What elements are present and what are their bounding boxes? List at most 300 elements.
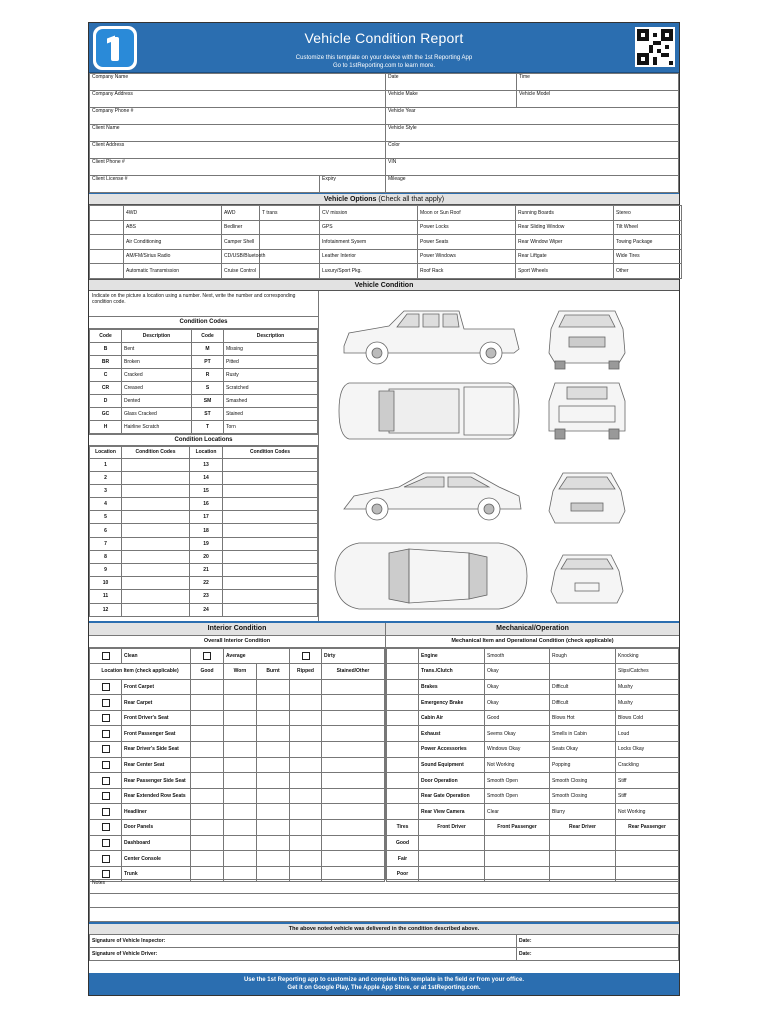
condition-locations-title: Condition Locations: [89, 434, 318, 446]
mechanical-option[interactable]: Stiff: [616, 773, 679, 789]
location-number: 20: [190, 550, 223, 563]
vehicle-option[interactable]: Bedliner: [222, 220, 260, 235]
interior-item-checkbox[interactable]: [90, 851, 122, 867]
mechanical-row: [387, 679, 679, 695]
mechanical-option[interactable]: Windows Okay: [485, 742, 550, 758]
interior-condition-cell[interactable]: [191, 742, 224, 758]
interior-condition-cell[interactable]: [322, 773, 385, 789]
condition-code: BR: [90, 355, 122, 368]
mechanical-option[interactable]: Blurry: [550, 804, 616, 820]
vehicle-option[interactable]: Other: [614, 264, 682, 279]
vehicle-option[interactable]: Sport Wheels: [516, 264, 614, 279]
mechanical-option[interactable]: Crackling: [616, 757, 679, 773]
interior-condition-cell[interactable]: [290, 835, 322, 851]
location-row: [90, 590, 318, 603]
interior-item-row: [90, 695, 385, 711]
interior-condition-cell[interactable]: [290, 726, 322, 742]
interior-condition-cell[interactable]: [322, 710, 385, 726]
vehicle-model-field[interactable]: Vehicle Model: [517, 91, 679, 108]
mechanical-option[interactable]: Locks Okay: [616, 742, 679, 758]
interior-condition-cell[interactable]: [224, 788, 257, 804]
interior-condition-cell[interactable]: [257, 866, 290, 882]
interior-condition-cell[interactable]: [322, 804, 385, 820]
color-field[interactable]: Color: [386, 142, 679, 159]
location-number: 22: [190, 577, 223, 590]
vehicle-option[interactable]: CV mission: [320, 206, 418, 221]
interior-condition-cell[interactable]: [290, 851, 322, 867]
mechanical-row: [387, 742, 679, 758]
interior-item-row: [90, 835, 385, 851]
vehicle-option[interactable]: [260, 235, 320, 250]
average-checkbox[interactable]: [191, 648, 224, 664]
interior-item-row: [90, 804, 385, 820]
sedan-front-view: [549, 473, 625, 523]
tire-position-header: Rear Passenger: [616, 820, 679, 836]
interior-condition-cell[interactable]: [224, 679, 257, 695]
location-number: 3: [90, 484, 122, 497]
interior-condition-cell[interactable]: [257, 679, 290, 695]
interior-condition-cell[interactable]: [191, 820, 224, 836]
interior-condition-cell[interactable]: [191, 866, 224, 882]
driver-date-field[interactable]: Date:: [517, 947, 679, 960]
qr-code-icon: [635, 27, 675, 67]
vehicle-option[interactable]: AM/FM/Sirius Radio: [124, 249, 222, 264]
location-codes-field[interactable]: [122, 484, 190, 497]
interior-item-checkbox[interactable]: [90, 835, 122, 851]
notes-field[interactable]: Notes: [90, 879, 679, 893]
interior-condition-cell[interactable]: [290, 710, 322, 726]
location-row: [90, 524, 318, 537]
condition-code: T: [192, 420, 224, 433]
condition-description: Torn: [224, 420, 318, 433]
condition-description: Rusty: [224, 368, 318, 381]
condition-description: Glass Cracked: [122, 407, 192, 420]
condition-code: GC: [90, 407, 122, 420]
mechanical-item: Emergency Brake: [419, 695, 485, 711]
interior-condition-cell[interactable]: [224, 773, 257, 789]
vehicle-diagram-area[interactable]: [319, 291, 679, 621]
mechanical-option[interactable]: Stiff: [616, 788, 679, 804]
condition-code-row: [90, 394, 318, 407]
interior-condition-cell[interactable]: [257, 820, 290, 836]
good-header: Good: [191, 664, 224, 680]
vehicle-option[interactable]: AWD: [222, 206, 260, 221]
interior-item-checkbox[interactable]: [90, 710, 122, 726]
interior-condition-cell[interactable]: [322, 679, 385, 695]
mechanical-option[interactable]: Okay: [485, 664, 550, 680]
interior-condition-cell[interactable]: [224, 742, 257, 758]
tire-condition-cell[interactable]: [419, 851, 485, 867]
location-row: [90, 564, 318, 577]
location-codes-field[interactable]: [122, 577, 190, 590]
tire-position-header: Front Passenger: [485, 820, 550, 836]
interior-condition-cell[interactable]: [257, 695, 290, 711]
tire-condition-cell[interactable]: [550, 851, 616, 867]
pickup-side-view: [344, 311, 519, 364]
interior-condition-cell[interactable]: [257, 788, 290, 804]
interior-condition-cell[interactable]: [290, 742, 322, 758]
condition-code: H: [90, 420, 122, 433]
condition-description: Broken: [122, 355, 192, 368]
location-codes-field[interactable]: [122, 471, 190, 484]
mechanical-row: [387, 710, 679, 726]
tire-condition-cell[interactable]: [419, 866, 485, 882]
interior-item-checkbox[interactable]: [90, 726, 122, 742]
location-codes-field[interactable]: [122, 537, 190, 550]
location-row: [90, 458, 318, 471]
mechanical-item: Trans./Clutch: [419, 664, 485, 680]
interior-condition-cell[interactable]: [191, 726, 224, 742]
interior-condition-cell[interactable]: [224, 851, 257, 867]
condition-description: Pitted: [224, 355, 318, 368]
interior-condition-cell[interactable]: [191, 788, 224, 804]
option-spacer: [90, 206, 124, 221]
location-row: [90, 577, 318, 590]
vehicle-option[interactable]: Rear Liftgate: [516, 249, 614, 264]
mechanical-option[interactable]: [550, 664, 616, 680]
location-number: 15: [190, 484, 223, 497]
mechanical-option[interactable]: Not Working: [485, 757, 550, 773]
interior-condition-cell[interactable]: [290, 695, 322, 711]
vehicle-option[interactable]: Running Boards: [516, 206, 614, 221]
location-codes-field[interactable]: [122, 524, 190, 537]
interior-condition-cell[interactable]: [191, 695, 224, 711]
interior-condition-cell[interactable]: [224, 820, 257, 836]
interior-condition-cell[interactable]: [191, 679, 224, 695]
vehicle-option[interactable]: Roof Rack: [418, 264, 516, 279]
vehicle-option[interactable]: Leather Interior: [320, 249, 418, 264]
vehicle-option[interactable]: Stereo: [614, 206, 682, 221]
location-codes-field[interactable]: [223, 537, 318, 550]
location-codes-field[interactable]: [223, 511, 318, 524]
mechanical-item: Door Operation: [419, 773, 485, 789]
location-codes-field[interactable]: [122, 511, 190, 524]
description-header: Description: [122, 329, 192, 342]
interior-item-row: [90, 679, 385, 695]
interior-item-checkbox[interactable]: [90, 742, 122, 758]
mechanical-row: [387, 788, 679, 804]
mechanical-option[interactable]: Blows Cold: [616, 710, 679, 726]
mechanical-item: Sound Equipment: [419, 757, 485, 773]
mechanical-option[interactable]: Smooth: [485, 648, 550, 664]
interior-condition-cell[interactable]: [224, 804, 257, 820]
condition-code: PT: [192, 355, 224, 368]
tire-condition-cell[interactable]: [616, 851, 679, 867]
location-codes-field[interactable]: [223, 471, 318, 484]
interior-condition-cell[interactable]: [290, 866, 322, 882]
interior-condition-cell[interactable]: [191, 757, 224, 773]
interior-condition-cell[interactable]: [322, 820, 385, 836]
tire-condition-cell[interactable]: [485, 835, 550, 851]
interior-condition-cell[interactable]: [257, 710, 290, 726]
condition-code: ST: [192, 407, 224, 420]
interior-condition-cell[interactable]: [224, 695, 257, 711]
interior-condition-cell[interactable]: [191, 835, 224, 851]
condition-codes-title: Condition Codes: [89, 317, 318, 329]
mechanical-option[interactable]: Mushy: [616, 679, 679, 695]
vehicle-style-field[interactable]: Vehicle Style: [386, 125, 679, 142]
interior-item-checkbox[interactable]: [90, 773, 122, 789]
mechanical-option[interactable]: Good: [485, 710, 550, 726]
vehicle-option[interactable]: Air Conditioning: [124, 235, 222, 250]
mechanical-option[interactable]: Smooth Open: [485, 773, 550, 789]
location-codes-field[interactable]: [122, 590, 190, 603]
tire-condition-label: Fair: [387, 851, 419, 867]
mechanical-option[interactable]: Smooth Open: [485, 788, 550, 804]
vehicle-option[interactable]: [260, 249, 320, 264]
vehicle-make-field[interactable]: Vehicle Make: [386, 91, 517, 108]
location-codes-field[interactable]: [223, 590, 318, 603]
interior-item-checkbox[interactable]: [90, 788, 122, 804]
location-codes-field[interactable]: [223, 524, 318, 537]
interior-condition-cell[interactable]: [322, 726, 385, 742]
tires-header-row: [387, 820, 679, 836]
mechanical-option[interactable]: Seats Okay: [550, 742, 616, 758]
notes-line[interactable]: [90, 907, 679, 921]
vehicle-option[interactable]: Camper Shell: [222, 235, 260, 250]
interior-item-label: Rear Center Seat: [122, 757, 191, 773]
location-codes-field[interactable]: [122, 564, 190, 577]
interior-item-checkbox[interactable]: [90, 679, 122, 695]
interior-condition-cell[interactable]: [224, 866, 257, 882]
mechanical-option[interactable]: Mushy: [616, 695, 679, 711]
client-phone-field[interactable]: Client Phone #: [90, 159, 386, 176]
interior-condition-cell[interactable]: [322, 695, 385, 711]
vehicle-option[interactable]: T trans: [260, 206, 320, 221]
mechanical-spacer: [387, 726, 419, 742]
vehicle-option[interactable]: [260, 220, 320, 235]
interior-condition-cell[interactable]: [257, 757, 290, 773]
tire-condition-cell[interactable]: [550, 866, 616, 882]
vehicle-option[interactable]: Moon or Sun Roof: [418, 206, 516, 221]
vehicle-option[interactable]: CD/USB/Bluetooth: [222, 249, 260, 264]
code-header: Code: [192, 329, 224, 342]
mechanical-option[interactable]: Okay: [485, 679, 550, 695]
vehicle-option[interactable]: Wide Tires: [614, 249, 682, 264]
mechanical-option[interactable]: Slips/Catches: [616, 664, 679, 680]
vehicle-option[interactable]: Power Seats: [418, 235, 516, 250]
time-field[interactable]: Time: [517, 74, 679, 91]
mechanical-option[interactable]: Clear: [485, 804, 550, 820]
condition-codes-header: Condition Codes: [122, 446, 190, 458]
mechanical-option[interactable]: Smooth Closing: [550, 788, 616, 804]
tire-condition-cell[interactable]: [616, 866, 679, 882]
mechanical-option[interactable]: Okay: [485, 695, 550, 711]
driver-signature-field[interactable]: Signature of Vehicle Driver:: [90, 947, 517, 960]
vehicle-option[interactable]: Infotainment Sysem: [320, 235, 418, 250]
location-row: [90, 471, 318, 484]
interior-condition-cell[interactable]: [290, 788, 322, 804]
report-header: [89, 23, 679, 73]
vehicle-option[interactable]: GPS: [320, 220, 418, 235]
mechanical-option[interactable]: Difficult: [550, 695, 616, 711]
interior-condition-cell[interactable]: [322, 866, 385, 882]
tire-position-header: Front Driver: [419, 820, 485, 836]
tire-condition-row: [387, 866, 679, 882]
location-codes-field[interactable]: [223, 484, 318, 497]
location-number: 5: [90, 511, 122, 524]
interior-condition-cell[interactable]: [224, 726, 257, 742]
location-codes-field[interactable]: [223, 577, 318, 590]
option-spacer: [90, 220, 124, 235]
company-phone-field[interactable]: Company Phone #: [90, 108, 386, 125]
location-header: Location: [90, 446, 122, 458]
condition-instructions: Indicate on the picture a location using a number. Next, write the number and corresponding condition code.: [89, 291, 318, 317]
vehicle-option[interactable]: Luxury/Sport Pkg.: [320, 264, 418, 279]
interior-item-label: Dashboard: [122, 835, 191, 851]
condition-description: Scratched: [224, 381, 318, 394]
location-number: 23: [190, 590, 223, 603]
location-codes-field[interactable]: [223, 564, 318, 577]
vehicle-diagram[interactable]: [319, 291, 679, 621]
condition-code-row: [90, 407, 318, 420]
interior-condition-cell[interactable]: [257, 835, 290, 851]
interior-item-checkbox[interactable]: [90, 757, 122, 773]
interior-condition-cell[interactable]: [322, 851, 385, 867]
interior-condition-cell[interactable]: [290, 679, 322, 695]
location-codes-field[interactable]: [223, 603, 318, 616]
condition-code: M: [192, 342, 224, 355]
mechanical-option[interactable]: Not Working: [616, 804, 679, 820]
mileage-field[interactable]: Mileage: [386, 176, 679, 193]
interior-condition-cell[interactable]: [322, 757, 385, 773]
mechanical-option[interactable]: Difficult: [550, 679, 616, 695]
location-number: 17: [190, 511, 223, 524]
interior-item-label: Door Panels: [122, 820, 191, 836]
company-name-field[interactable]: Company Name: [90, 74, 386, 91]
interior-item-row: [90, 726, 385, 742]
interior-condition-cell[interactable]: [257, 726, 290, 742]
location-number: 9: [90, 564, 122, 577]
interior-condition-cell[interactable]: [322, 742, 385, 758]
interior-condition-cell[interactable]: [257, 773, 290, 789]
interior-condition-cell[interactable]: [224, 757, 257, 773]
interior-item-label: Front Carpet: [122, 679, 191, 695]
tire-condition-cell[interactable]: [485, 866, 550, 882]
mechanical-subtitle: Mechanical Item and Operational Condition (check applicable): [386, 636, 679, 648]
vehicle-year-field[interactable]: Vehicle Year: [386, 108, 679, 125]
vehicle-option[interactable]: Power Windows: [418, 249, 516, 264]
vehicle-option[interactable]: 4WD: [124, 206, 222, 221]
interior-item-checkbox[interactable]: [90, 804, 122, 820]
location-codes-field[interactable]: [122, 458, 190, 471]
vehicle-option[interactable]: Tilt Wheel: [614, 220, 682, 235]
inspector-date-field[interactable]: Date:: [517, 934, 679, 947]
interior-item-row: [90, 773, 385, 789]
dirty-checkbox[interactable]: [290, 648, 322, 664]
clean-checkbox[interactable]: [90, 648, 122, 664]
mechanical-option[interactable]: Smooth Closing: [550, 773, 616, 789]
condition-code: S: [192, 381, 224, 394]
interior-condition-cell[interactable]: [224, 835, 257, 851]
interior-condition-cell[interactable]: [191, 804, 224, 820]
client-address-field[interactable]: Client Address: [90, 142, 386, 159]
mechanical-option[interactable]: Loud: [616, 726, 679, 742]
vehicle-option[interactable]: [260, 264, 320, 279]
vehicle-option[interactable]: Towing Package: [614, 235, 682, 250]
notes-line[interactable]: [90, 893, 679, 907]
location-codes-field[interactable]: [122, 498, 190, 511]
interior-condition-cell[interactable]: [257, 851, 290, 867]
mechanical-item: Brakes: [419, 679, 485, 695]
interior-condition-cell[interactable]: [290, 757, 322, 773]
condition-code-row: [90, 368, 318, 381]
mechanical-option[interactable]: Blows Hot: [550, 710, 616, 726]
vehicle-option[interactable]: Cruise Control: [222, 264, 260, 279]
vehicle-option[interactable]: Power Locks: [418, 220, 516, 235]
location-row: [90, 484, 318, 497]
interior-condition-cell[interactable]: [290, 820, 322, 836]
mechanical-option[interactable]: Popping: [550, 757, 616, 773]
tire-condition-cell[interactable]: [419, 835, 485, 851]
interior-condition-cell[interactable]: [322, 788, 385, 804]
notes-table: [89, 879, 679, 922]
location-codes-field[interactable]: [223, 498, 318, 511]
mechanical-option[interactable]: Smells in Cabin: [550, 726, 616, 742]
tire-condition-cell[interactable]: [485, 851, 550, 867]
location-codes-field[interactable]: [223, 550, 318, 563]
tire-condition-cell[interactable]: [616, 835, 679, 851]
interior-condition-cell[interactable]: [191, 710, 224, 726]
location-number: 1: [90, 458, 122, 471]
location-number: 24: [190, 603, 223, 616]
client-license-field[interactable]: Client License #: [90, 176, 320, 193]
expiry-field[interactable]: Expiry: [320, 176, 386, 193]
interior-condition-cell[interactable]: [191, 851, 224, 867]
vehicle-option[interactable]: Automatic Transmission: [124, 264, 222, 279]
condition-description: Hairline Scratch: [122, 420, 192, 433]
tire-condition-row: [387, 835, 679, 851]
interior-condition-cell[interactable]: [224, 710, 257, 726]
interior-item-checkbox[interactable]: [90, 820, 122, 836]
interior-item-label: Center Console: [122, 851, 191, 867]
condition-locations-table: [89, 446, 318, 617]
interior-condition-cell[interactable]: [322, 835, 385, 851]
inspector-signature-field[interactable]: Signature of Vehicle Inspector:: [90, 934, 517, 947]
interior-condition-cell[interactable]: [290, 773, 322, 789]
interior-condition-cell[interactable]: [257, 742, 290, 758]
mechanical-item: Engine: [419, 648, 485, 664]
condition-description: Smashed: [224, 394, 318, 407]
vehicle-option[interactable]: Rear Window Wiper: [516, 235, 614, 250]
tire-condition-cell[interactable]: [550, 835, 616, 851]
sedan-top-view: [335, 543, 527, 609]
location-row: [90, 603, 318, 616]
interior-item-checkbox[interactable]: [90, 695, 122, 711]
condition-code-row: [90, 420, 318, 433]
mechanical-option[interactable]: Seems Okay: [485, 726, 550, 742]
client-name-field[interactable]: Client Name: [90, 125, 386, 142]
company-address-field[interactable]: Company Address: [90, 91, 386, 108]
location-number: 6: [90, 524, 122, 537]
interior-item-row: [90, 757, 385, 773]
vehicle-option[interactable]: Rear Sliding Window: [516, 220, 614, 235]
interior-condition-cell[interactable]: [257, 804, 290, 820]
interior-condition-cell[interactable]: [191, 773, 224, 789]
vehicle-option[interactable]: ABS: [124, 220, 222, 235]
location-codes-field[interactable]: [122, 603, 190, 616]
location-codes-field[interactable]: [122, 550, 190, 563]
mechanical-item: Power Accessories: [419, 742, 485, 758]
date-field[interactable]: Date: [386, 74, 517, 91]
interior-item-label: Rear Extended Row Seats: [122, 788, 191, 804]
location-codes-field[interactable]: [223, 458, 318, 471]
mechanical-option[interactable]: Rough: [550, 648, 616, 664]
interior-condition-cell[interactable]: [290, 804, 322, 820]
location-number: 2: [90, 471, 122, 484]
vin-field[interactable]: VIN: [386, 159, 679, 176]
mechanical-option[interactable]: Knocking: [616, 648, 679, 664]
